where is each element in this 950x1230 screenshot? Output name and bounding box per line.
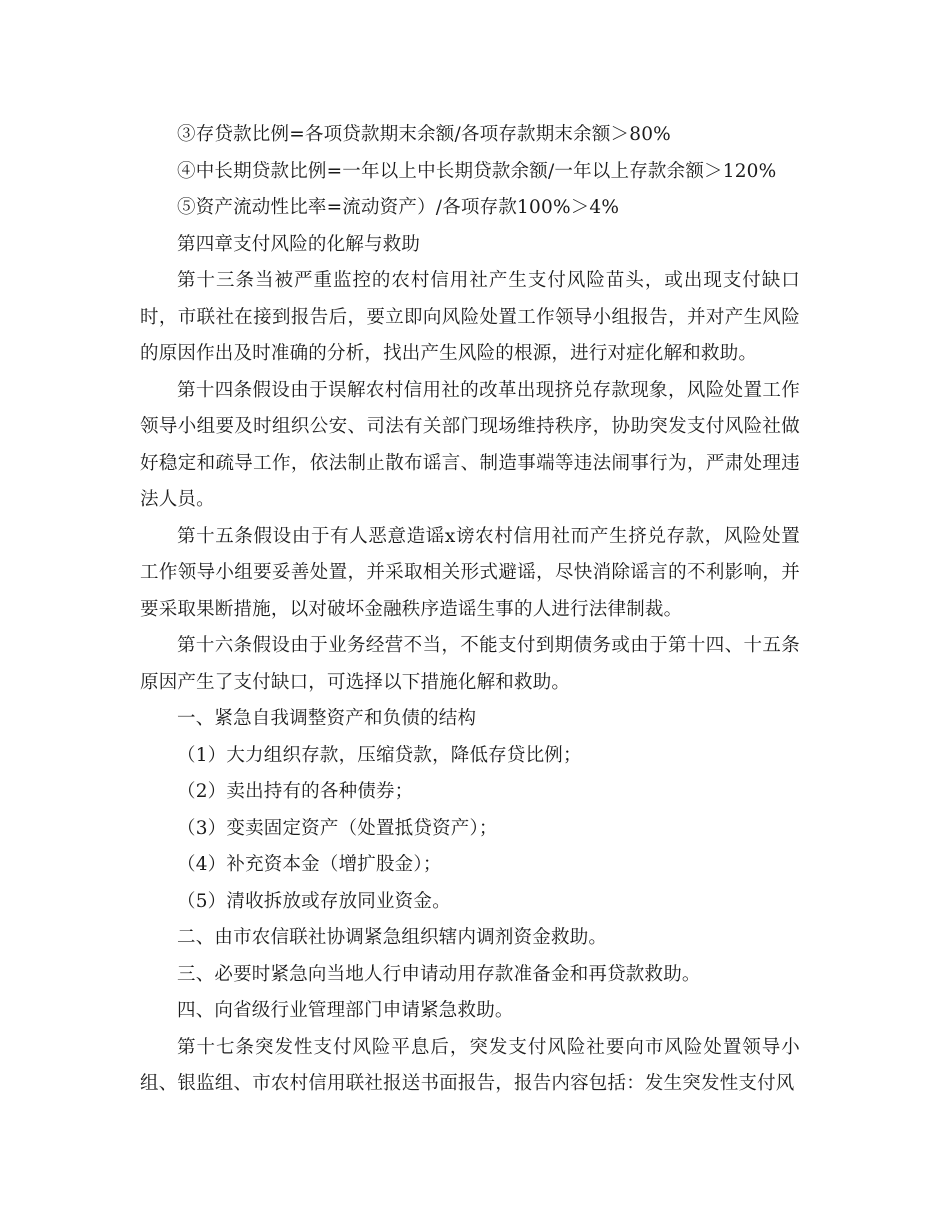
measure-1-item-2: （2）卖出持有的各种债券；: [177, 781, 414, 802]
measure-4: 四、向省级行业管理部门申请紧急救助。: [177, 1000, 514, 1021]
measure-1-item-3: （3）变卖固定资产（处置抵贷资产）；: [177, 817, 498, 839]
ratio-loan-deposit: ③存贷款比例=各项贷款期末余额/各项存款期末余额＞80%: [177, 124, 671, 145]
measure-1-item-1: （1）大力组织存款，压缩贷款，降低存贷比例；: [177, 744, 582, 766]
measure-1-item-5: （5）清收拆放或存放同业资金。: [177, 890, 451, 912]
document-body: [140, 117, 800, 1103]
measure-3: 三、必要时紧急向当地人行申请动用存款准备金和再贷款救助。: [177, 963, 701, 985]
ratio-long-term-loan: ④中长期贷款比例=一年以上中长期贷款余额/一年以上存款余额＞120%: [177, 160, 777, 182]
article-16: 第十六条假设由于业务经营不当，不能支付到期债务或由于第十四、十五条原因产生了支付缺口，可选择以下措施化解和救助。: [140, 635, 800, 693]
article-17: 第十七条突发性支付风险平息后，突发支付风险社要向市风险处置领导小组、银监组、市农村信用联社报送书面报告，报告内容包括：发生突发性支付风: [140, 1036, 800, 1094]
measure-1-item-4: （4）补充资本金（增扩股金）；: [177, 854, 442, 875]
measure-2: 二、由市农信联社协调紧急组织辖内调剂资金救助。: [177, 927, 608, 948]
measure-1-heading: 一、紧急自我调整资产和负债的结构: [177, 708, 477, 729]
article-13: 第十三条当被严重监控的农村信用社产生支付风险苗头，或出现支付缺口时，市联社在接到报告后，要立即向风险处置工作领导小组报告，并对产生风险的原因作出及时准确的分析，找出产生风险的根源，进行对症化解和救助。: [140, 270, 800, 364]
article-15: 第十五条假设由于有人恶意造谣x谤农村信用社而产生挤兑存款，风险处置工作领导小组要妥善处置，并采取相关形式避谣，尽快消除谣言的不利影响，并要采取果断措施，以对破坏金融秩序造谣生事的人进行法律制裁。: [140, 525, 800, 620]
ratio-asset-liquidity: ⑤资产流动性比率=流动资产）/各项存款100%＞4%: [177, 197, 620, 218]
chapter-heading: 第四章支付风险的化解与救助: [177, 233, 421, 255]
article-14: 第十四条假设由于误解农村信用社的改革出现挤兑存款现象，风险处置工作领导小组要及时组织公安、司法有关部门现场维持秩序，协助突发支付风险社做好稳定和疏导工作，依法制止散布谣言、制造事端等违法闹事行为，严肃处理违法人员。: [140, 379, 800, 510]
